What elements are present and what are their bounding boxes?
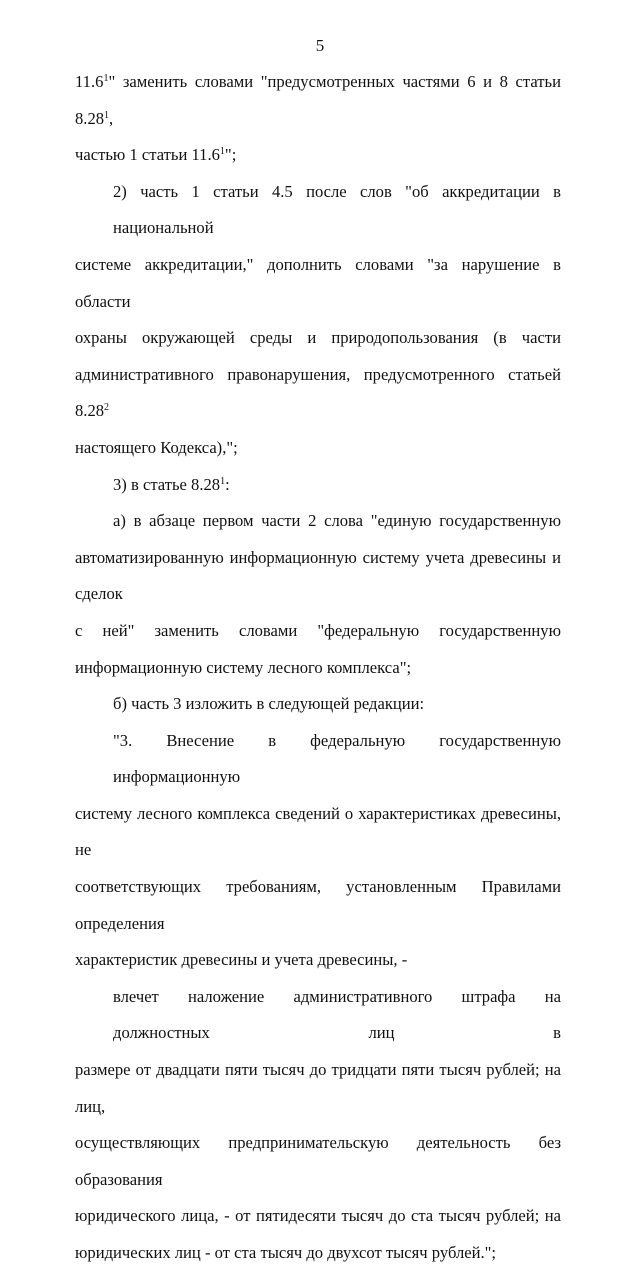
text-span: , [109, 108, 114, 128]
text-line: настоящего Кодекса),"; [75, 437, 238, 457]
text-span: 11.6 [75, 72, 104, 91]
text-line: юридического лица, - от пятидесяти тысяч до ста тысяч рублей; на [75, 1206, 561, 1226]
text-line: информационную систему лесного комплекса"; [75, 657, 412, 677]
text-span: частью 1 статьи 11.6 [75, 145, 220, 165]
superscript: 1 [103, 73, 109, 84]
text-line [75, 137, 561, 174]
text-line: б) часть 3 изложить в следующей редакции: [113, 694, 425, 714]
page-number: 5 [315, 36, 325, 55]
superscript: 1 [104, 109, 110, 121]
text-line: характеристик древесины и учета древесины, - [75, 950, 408, 970]
text-line: юридических лиц - от ста тысяч до двухсот тысяч рублей."; [75, 1243, 497, 1262]
superscript: 1 [219, 146, 225, 158]
superscript: 1 [220, 475, 226, 487]
superscript: 2 [104, 402, 110, 414]
text-span: 3) в статье 8.28 [113, 474, 221, 494]
text-line: с ней" заменить словами "федеральную государственную [75, 620, 561, 640]
text-line: соответствующих требованиям, установленным Правилами определения [75, 877, 561, 933]
text-line [75, 64, 561, 137]
text-line: систему лесного комплекса сведений о характеристиках древесины, не [75, 803, 561, 860]
document-body [75, 64, 561, 1272]
text-span: "; [224, 145, 237, 165]
text-line: 2) часть 1 статьи 4.5 после слов "об аккредитации в национальной [113, 181, 561, 238]
text-line: охраны окружающей среды и природопользования (в части [75, 328, 561, 348]
text-line: влечет наложение административного штрафа на должностных лиц в [113, 986, 561, 1043]
text-line: системе аккредитации," дополнить словами "за нарушение в области [75, 254, 561, 311]
text-line [75, 467, 561, 504]
text-line: размере от двадцати пяти тысяч до тридцати пяти тысяч рублей; на лиц, [75, 1060, 561, 1116]
text-span: административного правонарушения, предусмотренного статьей 8.28 [75, 364, 561, 421]
text-line [75, 357, 561, 430]
text-line: "3. Внесение в федеральную государственную информационную [113, 730, 561, 787]
text-line: автоматизированную информационную систему учета древесины и сделок [75, 547, 561, 604]
text-line: осуществляющих предпринимательскую деятельность без образования [75, 1133, 561, 1189]
text-line: а) в абзаце первом части 2 слова "единую государственную [113, 511, 561, 531]
text-span: : [225, 474, 230, 494]
text-span: " заменить словами "предусмотренных частями 6 и 8 статьи 8.28 [75, 72, 561, 128]
